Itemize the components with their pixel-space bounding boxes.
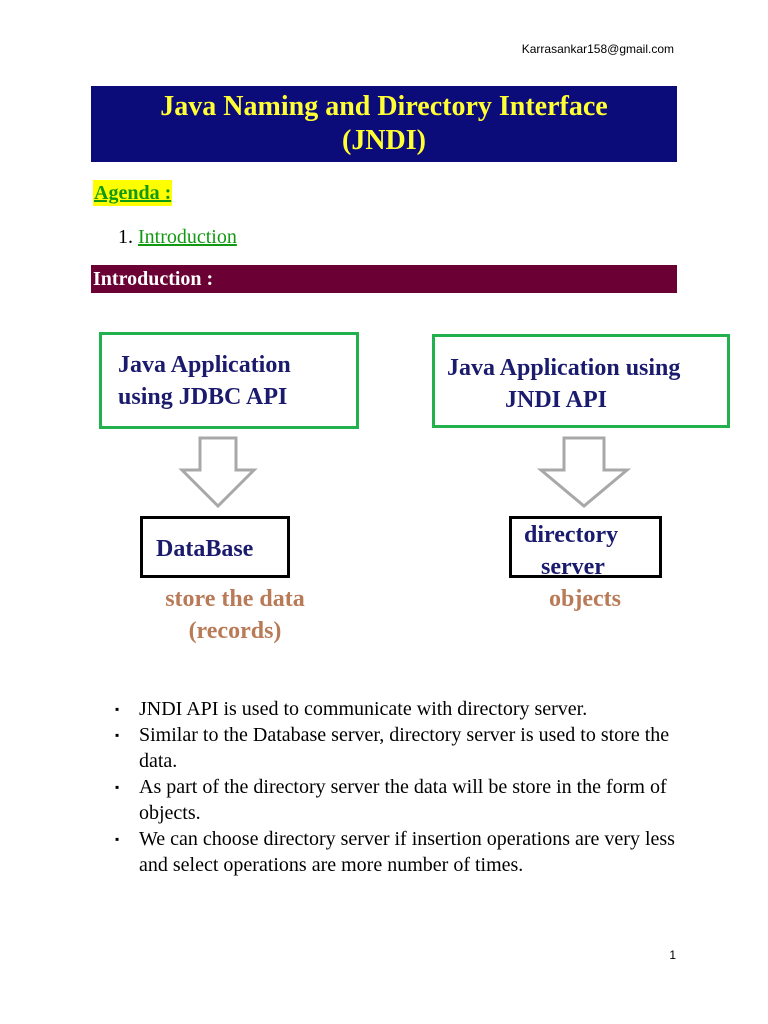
agenda-heading: Agenda :	[94, 182, 172, 204]
jdbc-box-line-1: Java Application	[118, 352, 291, 378]
author-email: Karrasankar158@gmail.com	[521, 42, 674, 56]
database-label: DataBase	[156, 536, 254, 562]
agenda-link-introduction[interactable]: Introduction	[138, 226, 237, 248]
bullet-icon: ▪	[115, 728, 120, 742]
directory-server-box	[509, 516, 662, 578]
bullet-icon: ▪	[115, 780, 120, 794]
jndi-application-box	[432, 334, 730, 428]
list-item-text: JNDI API is used to communicate with directory server.	[139, 698, 588, 720]
database-caption	[130, 583, 340, 647]
jndi-box-line-2: JNDI API	[505, 387, 608, 413]
bullet-icon: ▪	[115, 832, 120, 846]
section-heading: Introduction :	[91, 265, 677, 293]
page-number: 1	[669, 948, 676, 962]
list-item	[112, 774, 682, 826]
list-item	[112, 696, 682, 722]
title-line-1: Java Naming and Directory Interface	[160, 91, 608, 122]
database-caption-line-2: (records)	[188, 618, 282, 644]
jdbc-box-line-2: using JDBC API	[118, 384, 288, 410]
list-item	[112, 826, 682, 878]
document-title	[91, 86, 677, 162]
directory-server-line-1: directory	[524, 522, 619, 548]
down-arrow-icon	[178, 436, 258, 510]
jndi-box-line-1: Java Application using	[447, 355, 681, 381]
title-line-2: (JNDI)	[342, 125, 426, 156]
list-item	[112, 722, 682, 774]
list-item-text: We can choose directory server if insertion operations are very less and select operations are more number of times.	[139, 828, 675, 876]
database-box	[140, 516, 290, 578]
list-item-text: Similar to the Database server, directory server is used to store the data.	[139, 724, 670, 772]
agenda-item-number: 1.	[118, 226, 133, 248]
bullet-list	[112, 696, 682, 878]
database-caption-line-1: store the data	[165, 586, 305, 612]
directory-server-line-2: server	[541, 554, 605, 580]
jdbc-application-box	[99, 332, 359, 429]
down-arrow-icon	[537, 436, 631, 510]
bullet-icon: ▪	[115, 702, 120, 716]
directory-server-caption: objects	[549, 586, 621, 612]
list-item-text: As part of the directory server the data will be store in the form of objects.	[139, 776, 667, 824]
agenda-item	[118, 224, 237, 250]
